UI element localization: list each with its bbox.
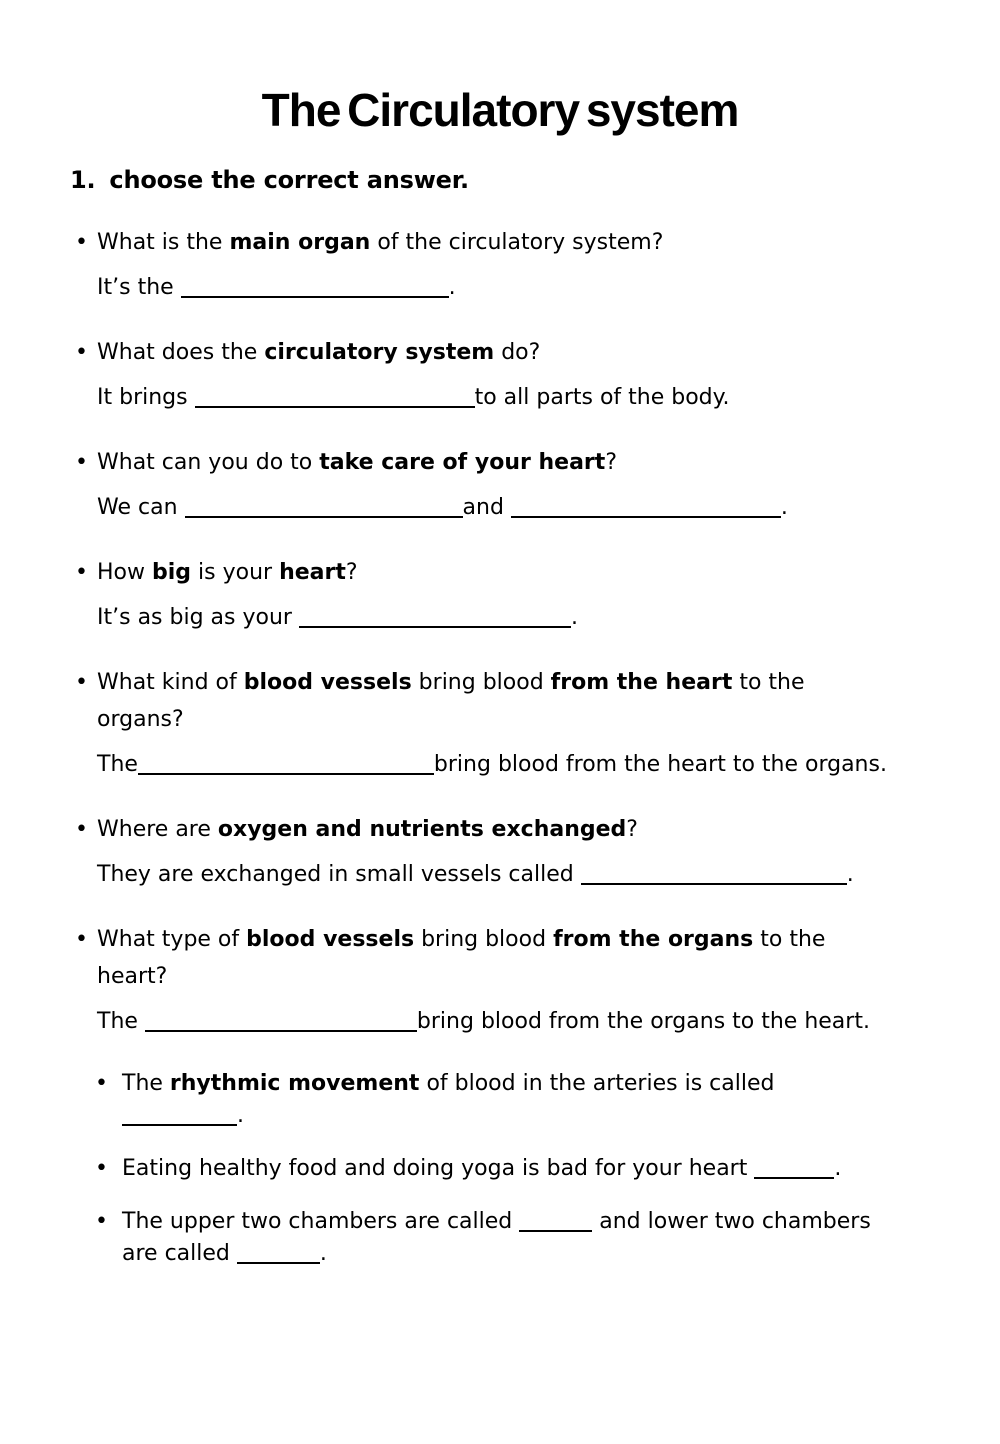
question-item xyxy=(0,664,1000,783)
answer-blank[interactable] xyxy=(185,515,463,518)
bold-text-run: blood vessels xyxy=(243,670,412,696)
text-run: to the xyxy=(753,927,826,953)
question-line xyxy=(97,554,1000,591)
text-run: bring blood xyxy=(414,927,554,953)
text-run: . xyxy=(448,275,456,301)
bullet-icon: • xyxy=(75,817,88,843)
text-run: do? xyxy=(494,340,541,366)
text-run: ? xyxy=(345,560,358,586)
text-run: What is the xyxy=(97,230,230,256)
bullet-icon: • xyxy=(75,560,88,586)
question-line xyxy=(97,444,1000,481)
bold-text-run: circulatory system xyxy=(264,340,495,366)
text-run: Where are xyxy=(97,817,218,843)
bold-text-run: big xyxy=(152,560,192,586)
text-run: . xyxy=(780,495,788,521)
text-run: The xyxy=(97,752,138,778)
text-run: The upper two chambers are called xyxy=(122,1209,520,1235)
question-line xyxy=(97,921,1000,958)
text-run: ? xyxy=(626,817,638,843)
text-run: heart? xyxy=(97,964,168,990)
question-line xyxy=(97,701,1000,738)
question-item xyxy=(0,811,1000,893)
answer-blank[interactable] xyxy=(237,1261,320,1264)
bold-text-run: from the heart xyxy=(550,670,733,696)
question-item xyxy=(0,224,1000,306)
section-instruction: choose the correct answer. xyxy=(109,166,469,195)
question-line xyxy=(122,1206,1000,1238)
text-run: The xyxy=(97,1009,145,1035)
text-run: We can xyxy=(97,495,185,521)
answer-line xyxy=(97,856,1000,893)
sub-questions-list xyxy=(0,1068,1000,1270)
bold-text-run: oxygen and nutrients exchanged xyxy=(217,817,627,843)
question-item xyxy=(0,334,1000,416)
answer-blank[interactable] xyxy=(581,882,847,885)
bold-text-run: rhythmic movement xyxy=(169,1071,420,1097)
text-run: They are exchanged in small vessels called xyxy=(97,862,581,888)
text-run: . xyxy=(834,1156,842,1182)
text-run: . xyxy=(237,1103,244,1129)
question-item xyxy=(0,444,1000,526)
answer-blank[interactable] xyxy=(195,405,475,408)
text-run: What can you do to xyxy=(97,450,320,476)
question-line xyxy=(97,224,1000,261)
text-run: What does the xyxy=(97,340,265,366)
text-run: bring blood xyxy=(411,670,551,696)
text-run: to all parts of the body. xyxy=(474,385,730,411)
question-line xyxy=(122,1068,1000,1100)
bold-text-run: take care of your heart xyxy=(319,450,606,476)
text-run: bring blood from the organs to the heart. xyxy=(416,1009,870,1035)
bullet-icon: • xyxy=(75,230,88,256)
text-run: to the xyxy=(732,670,805,696)
sub-question-item xyxy=(0,1068,1000,1132)
bold-text-run: from the organs xyxy=(553,927,754,953)
question-line xyxy=(97,664,1000,701)
text-run: and xyxy=(462,495,511,521)
worksheet-page xyxy=(0,31,1000,1270)
text-run: How xyxy=(97,560,152,586)
text-run: organs? xyxy=(97,707,184,733)
text-run: and lower two chambers xyxy=(592,1209,871,1235)
question-line xyxy=(97,334,1000,371)
text-run: is your xyxy=(191,560,280,586)
bullet-icon: • xyxy=(95,1209,108,1235)
bold-text-run: main organ xyxy=(229,230,371,256)
question-line xyxy=(122,1153,1000,1185)
question-line xyxy=(122,1238,1000,1270)
answer-blank[interactable] xyxy=(138,772,434,775)
answer-line xyxy=(97,489,1000,526)
answer-line xyxy=(97,379,1000,416)
bullet-icon: • xyxy=(95,1071,108,1097)
answer-blank[interactable] xyxy=(519,1229,592,1232)
bullet-icon: • xyxy=(95,1156,108,1182)
question-item xyxy=(0,554,1000,636)
bold-text-run: heart xyxy=(279,560,346,586)
answer-line xyxy=(97,1003,1000,1040)
question-line xyxy=(122,1100,1000,1132)
sub-question-item xyxy=(0,1153,1000,1185)
answer-line xyxy=(97,746,1000,783)
question-item xyxy=(0,921,1000,1040)
bold-text-run: blood vessels xyxy=(246,927,415,953)
section-number: 1. xyxy=(70,166,96,195)
bullet-icon: • xyxy=(75,450,88,476)
page-title: The Circulatory system xyxy=(261,83,739,136)
answer-blank[interactable] xyxy=(122,1123,237,1126)
question-line xyxy=(97,958,1000,995)
question-line xyxy=(97,811,1000,848)
text-run: . xyxy=(319,1241,327,1267)
text-run: bring blood from the heart to the organs. xyxy=(433,752,887,778)
text-run: . xyxy=(846,862,854,888)
section-heading xyxy=(70,166,1000,194)
answer-blank[interactable] xyxy=(181,295,449,298)
text-run: It’s as big as your xyxy=(97,605,299,631)
answer-blank[interactable] xyxy=(511,515,781,518)
text-run: It’s the xyxy=(97,275,181,301)
answer-line xyxy=(97,269,1000,306)
text-run: Eating healthy food and doing yoga is bad for your heart xyxy=(122,1156,755,1182)
text-run: of blood in the arteries is called xyxy=(419,1071,775,1097)
text-run: What kind of xyxy=(97,670,244,696)
text-run: What type of xyxy=(97,927,247,953)
text-run: It brings xyxy=(97,385,195,411)
text-run: of the circulatory system? xyxy=(370,230,664,256)
text-run: . xyxy=(570,605,578,631)
bullet-icon: • xyxy=(75,340,88,366)
answer-blank[interactable] xyxy=(299,625,571,628)
bullet-icon: • xyxy=(75,670,88,696)
bullet-icon: • xyxy=(75,927,88,953)
text-run: are called xyxy=(122,1241,237,1267)
sub-question-item xyxy=(0,1206,1000,1270)
text-run: The xyxy=(122,1071,170,1097)
answer-blank[interactable] xyxy=(145,1029,417,1032)
answer-blank[interactable] xyxy=(754,1176,834,1179)
answer-line xyxy=(97,599,1000,636)
text-run: ? xyxy=(605,450,617,476)
questions-list xyxy=(0,224,1000,1040)
